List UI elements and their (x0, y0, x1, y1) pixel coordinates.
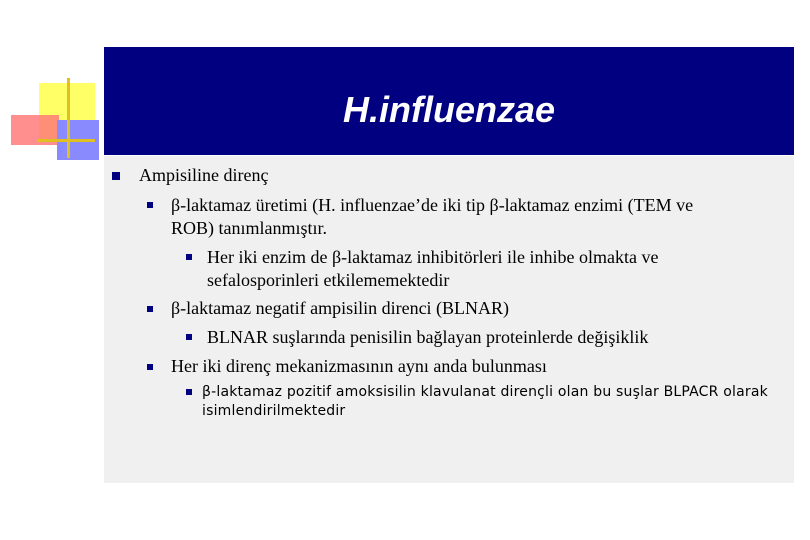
bullet-level3-text-cont: sefalosporinleri etkilememektedir (207, 270, 450, 290)
bullet-level2-text: β-laktamaz üretimi (H. influenzae’de iki tip β-laktamaz enzimi (TEM ve (171, 195, 694, 215)
bullet-level2-text: β-laktamaz negatif ampisilin direnci (BLNAR) (171, 298, 510, 318)
bullet-level3-text-cont: isimlendirilmektedir (202, 403, 346, 419)
bullet-icon (186, 254, 192, 260)
bullet-icon (186, 389, 192, 395)
slide-title: H.influenzae (342, 89, 556, 130)
bullet-level2-text-cont: ROB) tanımlanmıştır. (171, 218, 327, 238)
bullet-level2-text: Her iki direnç mekanizmasının aynı anda bulunması (171, 356, 547, 376)
bullet-icon (112, 172, 120, 180)
bullet-icon (147, 306, 153, 312)
bullet-icon (186, 334, 192, 340)
bullet-icon (147, 202, 153, 208)
decorative-horizontal-line (37, 139, 95, 142)
decorative-vertical-line (67, 78, 70, 158)
bullet-level3-text: Her iki enzim de β-laktamaz inhibitörleri ile inhibe olmakta ve (207, 247, 659, 267)
bullet-icon (147, 364, 153, 370)
bullet-level3-text: BLNAR suşlarında penisilin bağlayan proteinlerde değişiklik (207, 327, 649, 347)
bullet-level3-text: β-laktamaz pozitif amoksisilin klavulanat dirençli olan bu suşlar BLPACR olarak (202, 384, 768, 400)
bullet-level1-text: Ampisiline direnç (139, 165, 269, 185)
